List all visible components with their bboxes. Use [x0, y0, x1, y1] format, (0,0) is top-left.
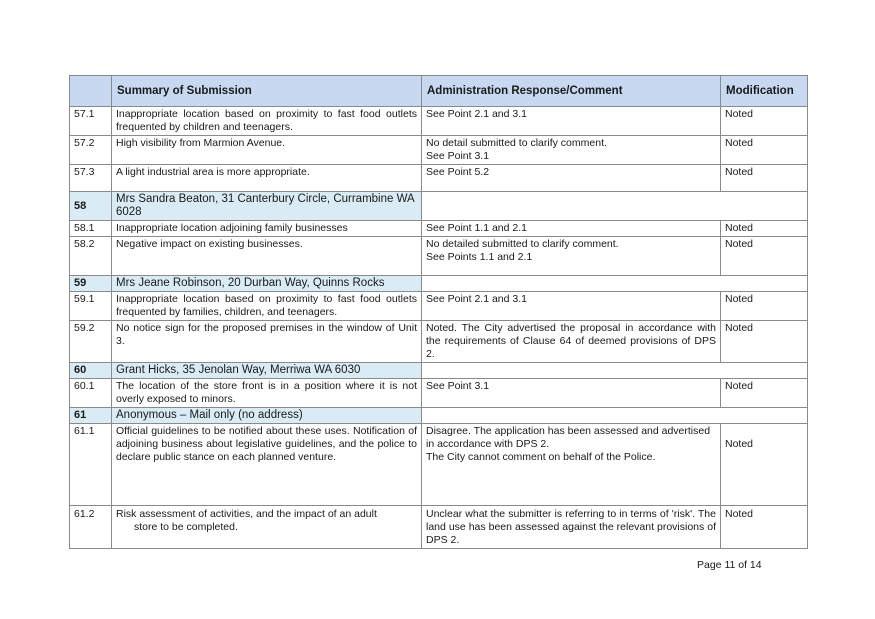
row-number: 59.2 — [70, 321, 112, 363]
page-number: Page 11 of 14 — [697, 559, 762, 571]
row-modification: Noted — [721, 136, 808, 165]
submitter-name: Mrs Jeane Robinson, 20 Durban Way, Quinns Rocks — [112, 276, 422, 292]
summary-line: store to be completed. — [134, 521, 238, 533]
row-response: See Point 1.1 and 2.1 — [422, 221, 721, 237]
row-summary: High visibility from Marmion Avenue. — [112, 136, 422, 165]
row-modification: Noted — [721, 237, 808, 276]
table-row — [70, 107, 808, 136]
submitter-number: 59 — [70, 276, 112, 292]
row-summary: The location of the store front is in a position where it is not overly exposed to minors. — [112, 379, 422, 408]
table-row — [70, 424, 808, 506]
row-modification: Noted — [721, 107, 808, 136]
row-modification: Noted — [721, 165, 808, 192]
row-summary — [112, 506, 422, 549]
header-summary: Summary of Submission — [112, 76, 422, 107]
submitter-number: 60 — [70, 363, 112, 379]
header-number — [70, 76, 112, 107]
header-modification: Modification — [721, 76, 808, 107]
submitter-row — [70, 363, 808, 379]
submitter-row — [70, 276, 808, 292]
row-modification: Noted — [721, 292, 808, 321]
submitter-row — [70, 408, 808, 424]
row-number: 57.1 — [70, 107, 112, 136]
submitter-blank — [422, 408, 808, 424]
table-row — [70, 292, 808, 321]
row-modification: Noted — [721, 321, 808, 363]
table-row — [70, 506, 808, 549]
submitter-number: 58 — [70, 192, 112, 221]
row-summary: Inappropriate location adjoining family businesses — [112, 221, 422, 237]
row-response: See Point 5.2 — [422, 165, 721, 192]
table-row — [70, 136, 808, 165]
response-line: Disagree. The application has been assessed and advertised in accordance with DPS 2. — [426, 425, 711, 450]
table-row — [70, 165, 808, 192]
row-number: 59.1 — [70, 292, 112, 321]
row-summary: Official guidelines to be notified about these uses. Notification of adjoining business about legislative guidelines, and the police to declare public stance on each planned venture. — [112, 424, 422, 506]
response-line: See Points 1.1 and 2.1 — [426, 251, 533, 263]
table-row — [70, 379, 808, 408]
row-summary: A light industrial area is more appropriate. — [112, 165, 422, 192]
row-number: 58.2 — [70, 237, 112, 276]
submitter-blank — [422, 276, 808, 292]
row-response: Unclear what the submitter is referring to in terms of 'risk'. The land use has been assessed against the relevant provisions of DPS 2. — [422, 506, 721, 549]
response-line: See Point 3.1 — [426, 150, 490, 162]
row-response: See Point 3.1 — [422, 379, 721, 408]
row-response: Noted. The City advertised the proposal in accordance with the requirements of Clause 64 of deemed provisions of DPS 2. — [422, 321, 721, 363]
row-summary: Inappropriate location based on proximity to fast food outlets frequented by families, children, and teenagers. — [112, 292, 422, 321]
row-number: 57.3 — [70, 165, 112, 192]
row-modification: Noted — [721, 424, 808, 506]
response-line: The City cannot comment on behalf of the Police. — [426, 451, 656, 463]
row-summary: Inappropriate location based on proximity to fast food outlets frequented by children and teenagers. — [112, 107, 422, 136]
submitter-name: Anonymous – Mail only (no address) — [112, 408, 422, 424]
row-modification: Noted — [721, 221, 808, 237]
table-row — [70, 321, 808, 363]
row-response: See Point 2.1 and 3.1 — [422, 107, 721, 136]
table-row — [70, 237, 808, 276]
submissions-table — [69, 75, 808, 549]
row-summary: Negative impact on existing businesses. — [112, 237, 422, 276]
row-modification: Noted — [721, 506, 808, 549]
row-response: See Point 2.1 and 3.1 — [422, 292, 721, 321]
row-response — [422, 237, 721, 276]
row-modification: Noted — [721, 379, 808, 408]
row-summary: No notice sign for the proposed premises in the window of Unit 3. — [112, 321, 422, 363]
row-number: 60.1 — [70, 379, 112, 408]
header-response: Administration Response/Comment — [422, 76, 721, 107]
table-row — [70, 221, 808, 237]
submitter-blank — [422, 192, 808, 221]
submitter-number: 61 — [70, 408, 112, 424]
row-number: 61.2 — [70, 506, 112, 549]
row-number: 57.2 — [70, 136, 112, 165]
response-line: No detail submitted to clarify comment. — [426, 137, 607, 149]
submitter-name: Mrs Sandra Beaton, 31 Canterbury Circle, Currambine WA 6028 — [112, 192, 422, 221]
response-line: No detailed submitted to clarify comment. — [426, 238, 619, 250]
row-number: 61.1 — [70, 424, 112, 506]
submitter-row — [70, 192, 808, 221]
row-response — [422, 424, 721, 506]
summary-line: Risk assessment of activities, and the impact of an adult — [116, 508, 377, 520]
submitter-name: Grant Hicks, 35 Jenolan Way, Merriwa WA 6030 — [112, 363, 422, 379]
submitter-blank — [422, 363, 808, 379]
row-response — [422, 136, 721, 165]
table-header-row — [70, 76, 808, 107]
row-number: 58.1 — [70, 221, 112, 237]
